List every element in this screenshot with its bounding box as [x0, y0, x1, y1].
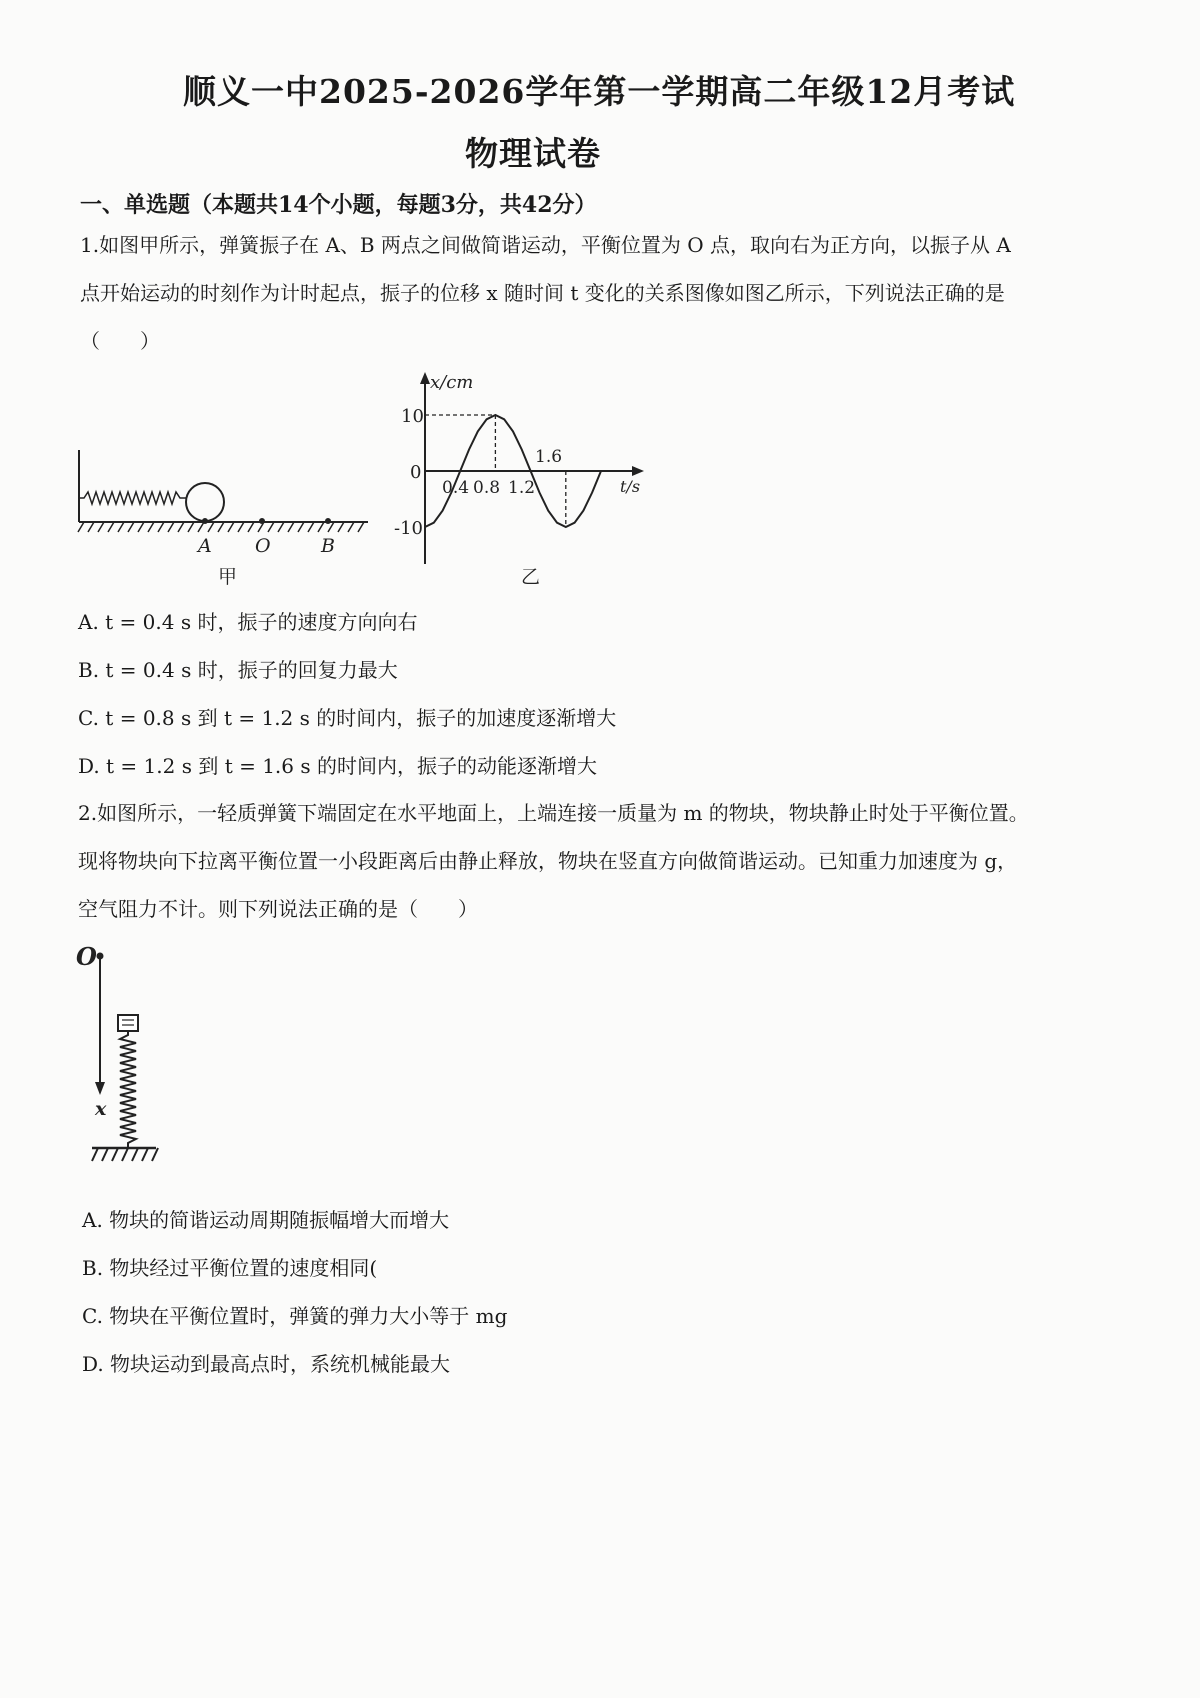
q2-option-b[interactable]: B. 物块经过平衡位置的速度相同( — [82, 1256, 378, 1280]
tick-label-0.4: 0.4 — [442, 478, 470, 498]
q1-text-line3: （ ） — [80, 329, 160, 353]
caption-yi: 乙 — [521, 566, 541, 588]
x-axis-arrow — [632, 466, 644, 476]
label-x: x — [95, 1098, 107, 1120]
label-o-vertical: O — [76, 942, 97, 971]
q1-text-line2: 点开始运动的时刻作为计时起点，振子的位移 x 随时间 t 变化的关系图像如图乙所示，下列说法正确的是 — [80, 281, 1005, 305]
q1-option-b[interactable]: B. t = 0.4 s 时，振子的回复力最大 — [78, 658, 398, 682]
ground-hatch — [92, 1148, 158, 1161]
x-axis-arrow-down — [95, 1082, 105, 1095]
q2-text-line1: 2.如图所示，一轻质弹簧下端固定在水平地面上，上端连接一质量为 m 的物块，物块静止时处于平衡位置。 — [78, 801, 1029, 825]
tick-label-10: 10 — [401, 406, 424, 427]
tick-label-0.8: 0.8 — [473, 478, 501, 498]
floor-hatch — [78, 522, 364, 532]
point-b-dot — [325, 518, 331, 524]
q1-option-d[interactable]: D. t = 1.2 s 到 t = 1.6 s 的时间内，振子的动能逐渐增大 — [78, 754, 597, 778]
q1-option-a[interactable]: A. t = 0.4 s 时，振子的速度方向向右 — [78, 610, 418, 634]
figure-spring-oscillator — [70, 440, 380, 590]
q2-text-line2: 现将物块向下拉离平衡位置一小段距离后由静止释放，物块在竖直方向做简谐运动。已知重力加速度为 g， — [78, 849, 1018, 873]
tick-label-0: 0 — [410, 462, 422, 483]
oscillator-ball — [186, 483, 224, 521]
section-heading: 一、单选题（本题共14个小题，每题3分，共42分） — [80, 192, 597, 218]
figure-xt-graph — [380, 368, 670, 590]
page-subtitle: 物理试卷 — [465, 134, 601, 173]
tick-label-1.6: 1.6 — [535, 447, 563, 467]
y-axis-arrow — [420, 372, 430, 384]
label-a: A — [198, 535, 212, 557]
q2-option-a[interactable]: A. 物块的简谐运动周期随振幅增大而增大 — [82, 1208, 450, 1232]
caption-jia: 甲 — [218, 566, 238, 588]
x-axis-label: t/s — [620, 477, 641, 496]
q2-text-line3: 空气阻力不计。则下列说法正确的是（ ） — [78, 897, 478, 921]
q2-option-c[interactable]: C. 物块在平衡位置时，弹簧的弹力大小等于 mg — [82, 1304, 508, 1328]
q2-option-d[interactable]: D. 物块运动到最高点时，系统机械能最大 — [82, 1352, 451, 1376]
figure-vertical-spring — [70, 935, 180, 1175]
tick-label-1.2: 1.2 — [508, 478, 536, 498]
label-o: O — [255, 535, 271, 557]
page-title: 顺义一中2025-2026学年第一学期高二年级12月考试 — [183, 72, 1016, 111]
tick-label-neg10: -10 — [394, 518, 423, 539]
q1-text-line1: 1.如图甲所示，弹簧振子在 A、B 两点之间做简谐运动，平衡位置为 O 点，取向右为正方向，以振子从 A — [80, 233, 1011, 257]
y-axis-label: x/cm — [430, 372, 474, 393]
point-o-dot — [259, 518, 265, 524]
vertical-spring — [120, 1031, 136, 1147]
q1-option-c[interactable]: C. t = 0.8 s 到 t = 1.2 s 的时间内，振子的加速度逐渐增大 — [78, 706, 617, 730]
label-b: B — [321, 535, 335, 557]
spring — [79, 492, 186, 504]
point-a-dot — [202, 518, 208, 524]
block-mass — [118, 1015, 138, 1031]
origin-dot — [97, 953, 104, 960]
